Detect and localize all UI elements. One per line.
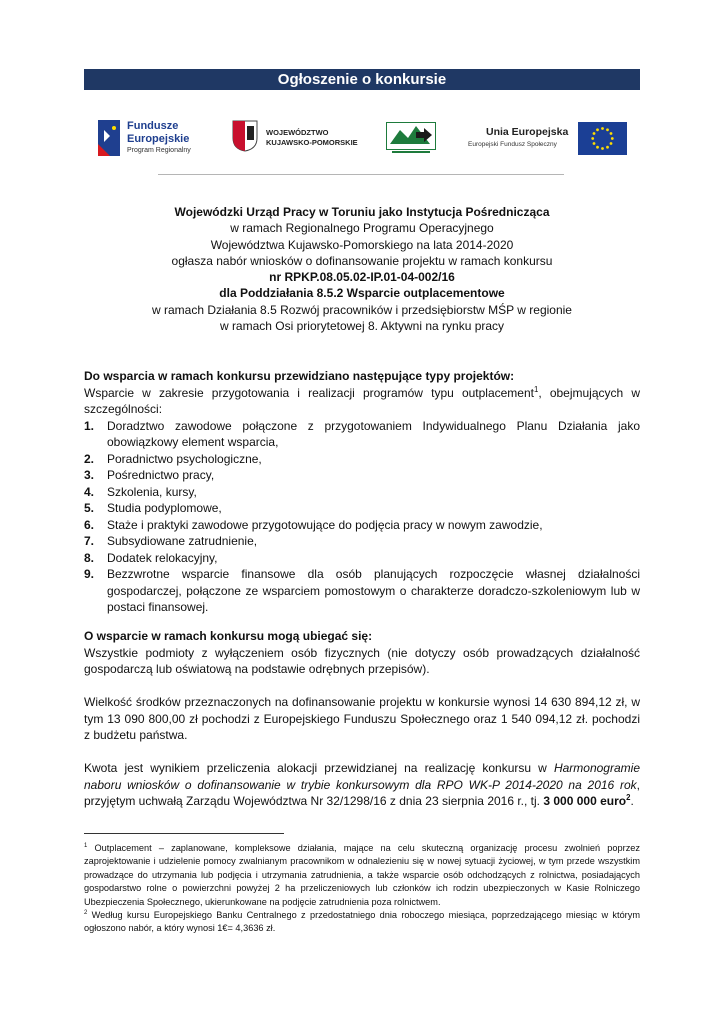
footnote-1: $^1$ Outplacement – zaplanowane, kompleksowe działania, mające na celu skuteczną organizację procesu zwolnień poprzez zaprojektowanie i udzielenie pomocy zwalnianym pracownikom w odnalezieniu się w nowej sytuacji życiowej, w tym przede wszystkim prowadzące do utrzymania lub podjęcia i utrzymania zatrudnienia, a także wsparcie osób odchodzących z rolnictwa, posiadających gospodarstwo rolne o powierzchni powyżej 2 ha przeliczeniowych lub członków ich rodzin ubezpieczonych w Kasie Rolniczego Ubezpieczenia Społecznego, ukierunkowane na podjęcie zatrudnienia poza rolnictwem. [84, 842, 640, 907]
list-item: 5. Studia podyplomowe, [84, 501, 222, 515]
logo-divider [158, 174, 564, 175]
list-item: 4. Szkolenia, kursy, [84, 484, 197, 499]
projects-heading: Do wsparcia w ramach konkursu przewidziano następujące typy projektów: [84, 369, 515, 383]
kp-line1: WOJEWÓDZTWO [266, 128, 329, 137]
footnotes [84, 842, 640, 936]
list-item: 8. Dodatek relokacyjny, [84, 550, 218, 565]
intro-line-2: w ramach Regionalnego Programu Operacyjnego [230, 221, 494, 236]
fe-emblem-icon [96, 118, 122, 158]
fundusze-europejskie-logo [96, 116, 206, 160]
intro-subaction: dla Poddziałania 8.5.2 Wsparcie outplacementowe [219, 286, 505, 301]
projects-intro: Wsparcie w zakresie przygotowania i realizacji programów typu outplacement$^1$, obejmujących w szczególności: [84, 384, 641, 416]
quota-text: Kwota jest wynikiem przeliczenia alokacji przewidzianej na realizację konkursu w Harmonogramie naboru wniosków o dofinansowanie w trybie konkursowym dla RPO WK-P 2014-2020 na 2016 rok, przyjętym uchwałą Zarządu Województwa Nr 32/1298/16 z dnia 23 sierpnia 2016 r., tj. 3 000 000 euro$^2$. [84, 761, 640, 808]
funds-text: Wielkość środków przeznaczonych na dofinansowanie projektu w konkursie wynosi 14 630 894,12 zł, w tym 13 090 800,00 zł pochodzi z Europejskiego Funduszu Społecznego oraz 1 540 094,12 zł. pochodzi z budżetu państwa. [84, 695, 640, 742]
projects-section [84, 368, 640, 616]
ue-line1: Unia Europejska [486, 126, 569, 138]
kujawsko-pomorskie-logo [232, 120, 362, 156]
logo-strip [84, 108, 640, 168]
list-item: 7. Subsydiowane zatrudnienie, [84, 534, 258, 548]
eligibility-section [84, 628, 640, 678]
coat-of-arms-icon [232, 120, 258, 152]
list-item: 9. Bezzwrotne wsparcie finansowe dla osób planujących rozpoczęcie własnej działalności gospodarczej, połączone ze wsparciem pomostowym o charakterze doradczo-szkoleniowym lub w postaci finansowej. [84, 567, 640, 614]
intro-line-7: w ramach Działania 8.5 Rozwój pracowników i przedsiębiorstw MŚP w regionie [152, 302, 572, 317]
project-types-list [84, 418, 640, 616]
intro-line-8: w ramach Osi priorytetowej 8. Aktywni na rynku pracy [219, 319, 505, 334]
eligibility-text: Wszystkie podmioty z wyłączeniem osób fizycznych (nie dotyczy osób prowadzących działalność gospodarczą lub oświatową na podstawie odrębnych przepisów). [84, 645, 640, 676]
ue-line2: Europejski Fundusz Społeczny [468, 141, 557, 148]
fe-line1: Fundusze [127, 120, 179, 132]
list-item: 6. Staże i praktyki zawodowe przygotowujące do podjęcia pracy w nowym zawodzie, [84, 517, 543, 532]
list-item: 1. Doradztwo zawodowe połączone z przygotowaniem Indywidualnego Planu Działania jako obowiązkowy element wsparcia, [84, 418, 640, 449]
quota-amount: 3 000 000 euro$^2$ [543, 793, 631, 808]
list-item: 2. Poradnictwo psychologiczne, [84, 451, 262, 466]
fe-line2: Europejskie [127, 133, 190, 145]
unia-europejska-logo [468, 122, 628, 156]
intro-line-4: ogłasza nabór wniosków o dofinansowanie projektu w ramach konkursu [171, 253, 553, 268]
intro-block [84, 204, 640, 334]
list-item: 3. Pośrednictwo pracy, [84, 468, 215, 482]
eligibility-heading: O wsparcie w ramach konkursu mogą ubiegać się: [84, 629, 373, 643]
intro-institution: Wojewódzki Urząd Pracy w Toruniu jako Instytucja Pośrednicząca [174, 205, 550, 219]
page-title-banner [84, 69, 640, 90]
intro-contest-number: nr RPKP.08.05.02-IP.01-04-002/16 [269, 270, 455, 285]
page-title: Ogłoszenie o konkursie [277, 71, 447, 88]
footnote-divider [84, 833, 284, 834]
harmonogram-title: Harmonogramie naboru wniosków o dofinansowanie w trybie konkursowym dla RPO WK-P 2014-2020 na 2016 rok [84, 761, 640, 792]
funds-section [84, 694, 640, 744]
quota-section [84, 760, 640, 810]
green-arrow-emblem-icon [386, 122, 436, 156]
eu-flag-icon [578, 122, 627, 155]
intro-line-3: Województwa Kujawsko-Pomorskiego na lata 2014-2020 [210, 237, 514, 252]
footnote-2: $^2$ Według kursu Europejskiego Banku Centralnego z przedostatniego dnia roboczego miesiąca, poprzedzającego miesiąc w którym ogłoszono nabór, a który wynosi 1€= 4,3636 zł. [84, 909, 640, 934]
fe-line3: Program Regionalny [127, 147, 191, 154]
regional-emblem-logo [386, 122, 436, 156]
kp-line2: KUJAWSKO-POMORSKIE [266, 138, 358, 147]
